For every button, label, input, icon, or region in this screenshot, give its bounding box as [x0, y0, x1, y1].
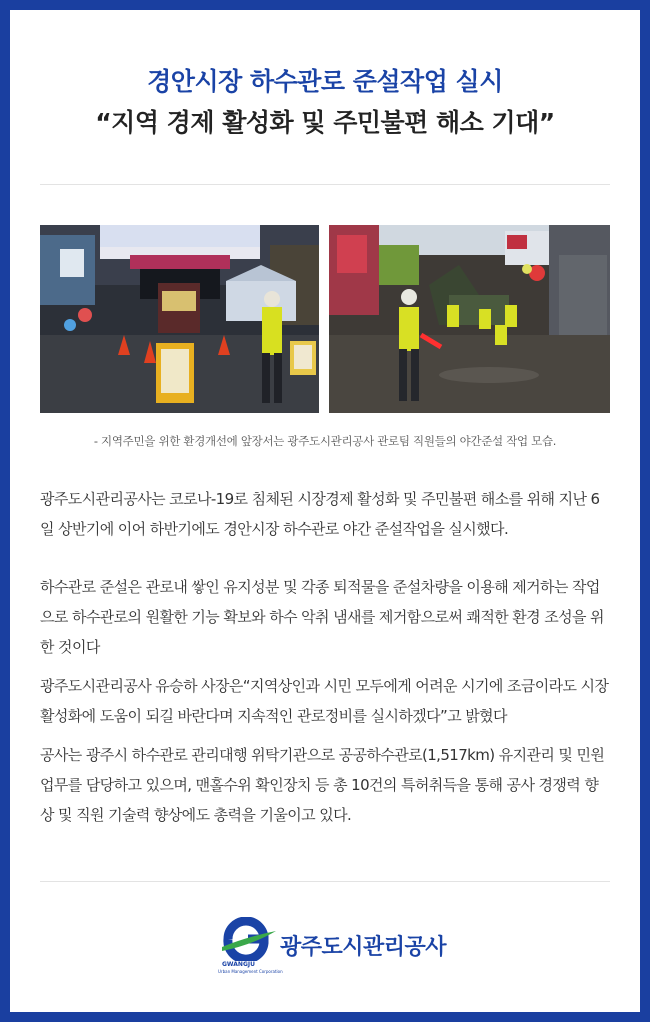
logo-sub-label: GWANGJU: [222, 961, 255, 968]
bottom-divider: [40, 881, 610, 882]
paragraph-1: 광주도시관리공사는 코로나-19로 침체된 시장경제 활성화 및 주민불편 해소를 위해 지난 6일 상반기에 이어 하반기에도 경안시장 하수관로 야간 준설작업을 실시했다.: [40, 490, 600, 538]
logo-g-mark-icon: [218, 917, 278, 961]
top-divider: [40, 184, 610, 185]
paragraph-3: 광주도시관리공사 유승하 사장은“지역상인과 시민 모두에게 어려운 시기에 조금이라도 시장 활성화에 도움이 되길 바란다며 지속적인 관로정비를 실시하겠다”고 밝혔다: [40, 677, 609, 725]
photo-caption: - 지역주민을 위한 환경개선에 앞장서는 광주도시관리공사 관로팀 직원들의 야간준설 작업 모습.: [93, 434, 557, 448]
page-frame: [10, 10, 640, 1012]
logo-name: 광주도시관리공사: [280, 935, 447, 960]
photo-workers: [329, 225, 610, 413]
paragraph-2: 하수관로 준설은 관로내 쌓인 유지성분 및 각종 퇴적물을 준설차량을 이용해 제거하는 작업으로 하수관로의 원활한 기능 확보와 하수 악취 냄새를 제거함으로써 쾌적한 환경 조성을 위한 것이다: [40, 578, 604, 656]
logo-sub-label-2: Urban Management Corporation: [218, 969, 283, 974]
corporation-logo: [218, 917, 458, 979]
page-subtitle: “지역 경제 활성화 및 주민불편 해소 기대”: [95, 108, 555, 137]
paragraph-4: 공사는 광주시 하수관로 관리대행 위탁기관으로 공공하수관로(1,517km) 유지관리 및 민원업무를 담당하고 있으며, 맨홀수위 확인장치 등 총 10건의 특허취득을 통해 공사 경쟁력 향상 및 직원 기술력 향상에도 총력을 기울이고 있다.: [40, 746, 605, 824]
photo-market-truck: [40, 225, 319, 413]
page-title: 경안시장 하수관로 준설작업 실시: [147, 67, 503, 96]
